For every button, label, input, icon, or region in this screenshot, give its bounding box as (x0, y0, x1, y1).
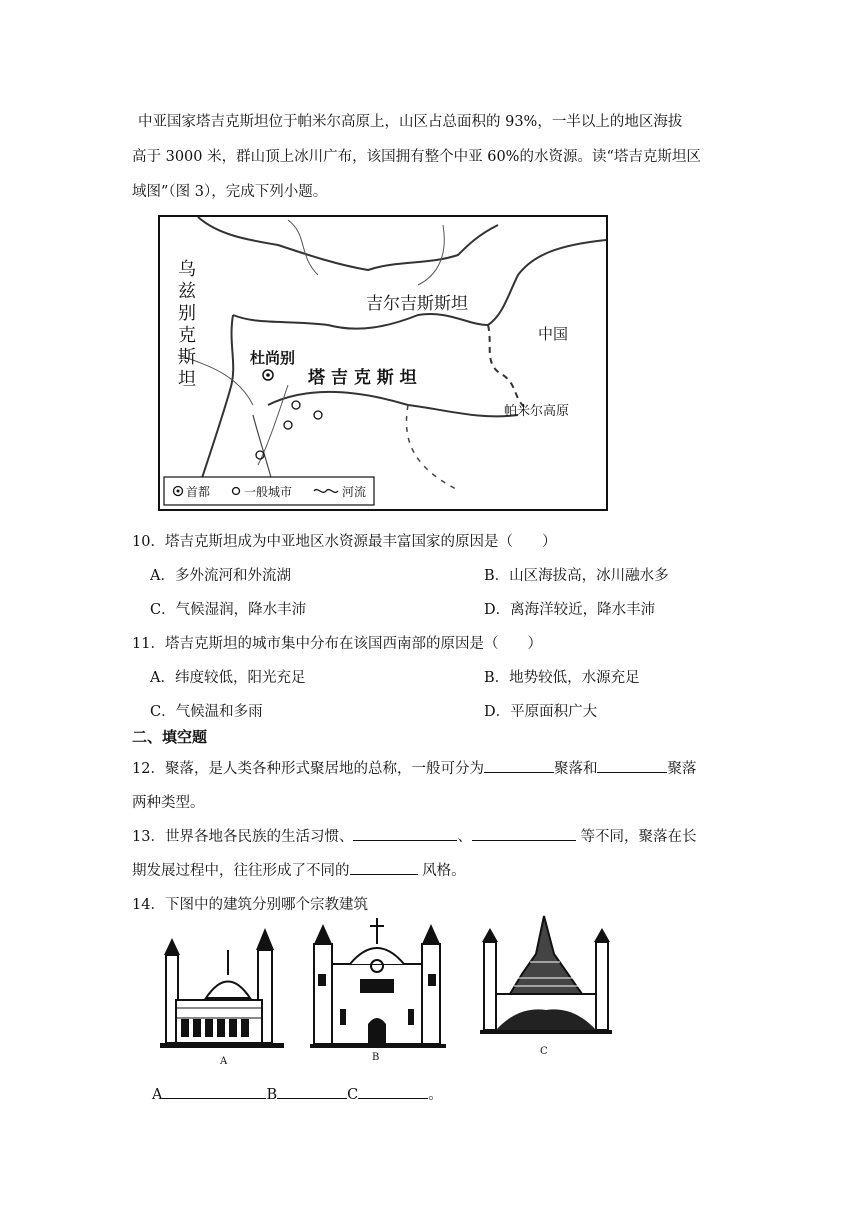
q13-blank-3[interactable] (350, 859, 418, 875)
q13-text-2: 、 (457, 829, 472, 845)
q13-blank-1[interactable] (353, 825, 457, 841)
uzbekistan-char: 乌 (178, 259, 196, 280)
uzbekistan-char: 别 (178, 303, 196, 324)
uzbekistan-char: 斯 (178, 347, 196, 368)
building-c-label: C (540, 1046, 548, 1057)
q14-answer-line (152, 1083, 443, 1104)
q13-text-5: 风格。 (417, 863, 466, 879)
legend-city-label: 一般城市 (244, 485, 293, 499)
church-image (310, 914, 446, 1066)
q10-option-a: A．多外流河和外流湖 (150, 568, 291, 584)
q14-end-mark: 。 (428, 1087, 443, 1103)
map-label-pamir: 帕米尔高原 (504, 404, 570, 419)
q13-text-1: 13．世界各地各民族的生活习惯、 (132, 829, 354, 845)
q14-blank-c[interactable] (358, 1083, 428, 1099)
q11-option-b: B．地势较低，水源充足 (484, 670, 640, 686)
q10-option-d: D．离海洋较近，降水丰沛 (484, 602, 656, 618)
q14-answer-b-label: B (266, 1087, 278, 1103)
map-label-capital: 杜尚别 (250, 349, 296, 367)
map-label-tajikistan: 塔 吉 克 斯 坦 (308, 368, 417, 388)
uzbekistan-char: 兹 (178, 281, 196, 302)
intro-line-2: 高于 3000 米，群山顶上冰川广布，该国拥有整个中亚 60%的水资源。读“塔吉克斯坦区 (132, 149, 701, 165)
q14-answer-c-label: C (347, 1087, 359, 1103)
mosque-image (158, 920, 286, 1070)
q13-blank-2[interactable] (472, 825, 576, 841)
q12-blank-2[interactable] (597, 757, 667, 773)
q12-text-3: 聚落 (667, 761, 697, 777)
q12-line-2: 两种类型。 (132, 795, 205, 811)
q13-text-3: 等不同，聚落在长 (575, 829, 697, 845)
q14-blank-a[interactable] (162, 1083, 266, 1099)
q13-line-1 (132, 825, 697, 846)
q14-blank-b[interactable] (277, 1083, 347, 1099)
building-b-figure (310, 914, 446, 1066)
map-label-china: 中国 (538, 325, 569, 343)
intro-line-3: 域图”（图 3），完成下列小题。 (132, 184, 328, 200)
q13-text-4: 期发展过程中，往往形成了不同的 (132, 863, 350, 879)
q14-answer-a-label: A (152, 1087, 163, 1103)
uzbekistan-char: 坦 (178, 369, 196, 390)
building-a-figure (158, 920, 286, 1070)
q11-option-a: A．纬度较低，阳光充足 (150, 670, 306, 686)
tajikistan-map (158, 215, 608, 511)
q12-text-2: 聚落和 (553, 761, 598, 777)
q13-line-2 (132, 859, 466, 880)
q11-stem: 11．塔吉克斯坦的城市集中分布在该国西南部的原因是（ ） (132, 636, 542, 652)
map-label-uzbekistan (178, 259, 198, 391)
q14-stem: 14．下图中的建筑分别哪个宗教建筑 (132, 897, 368, 913)
q10-option-b: B．山区海拔高，冰川融水多 (484, 568, 669, 584)
uzbekistan-char: 克 (178, 325, 196, 346)
legend-capital-label: 首都 (186, 485, 211, 499)
temple-image (478, 914, 614, 1062)
q11-option-c: C．气候温和多雨 (150, 704, 263, 720)
section-heading: 二、填空题 (132, 728, 208, 746)
q12-text-1: 12．聚落，是人类各种形式聚居地的总称，一般可分为 (132, 761, 484, 777)
map-label-kyrgyzstan: 吉尔吉斯斯坦 (366, 294, 468, 314)
building-a-label: A (220, 1056, 228, 1067)
q10-option-c: C．气候湿润，降水丰沛 (150, 602, 307, 618)
q10-stem: 10．塔吉克斯坦成为中亚地区水资源最丰富国家的原因是（ ） (132, 534, 557, 550)
building-b-label: B (372, 1052, 380, 1063)
q12-line-1 (132, 757, 696, 778)
building-c-figure (478, 914, 614, 1062)
legend-river-label: 河流 (342, 485, 367, 499)
intro-line-1: 中亚国家塔吉克斯坦位于帕米尔高原上，山区占总面积的 93%，一半以上的地区海拔 (138, 114, 683, 130)
q11-option-d: D．平原面积广大 (484, 704, 598, 720)
q12-blank-1[interactable] (484, 757, 554, 773)
